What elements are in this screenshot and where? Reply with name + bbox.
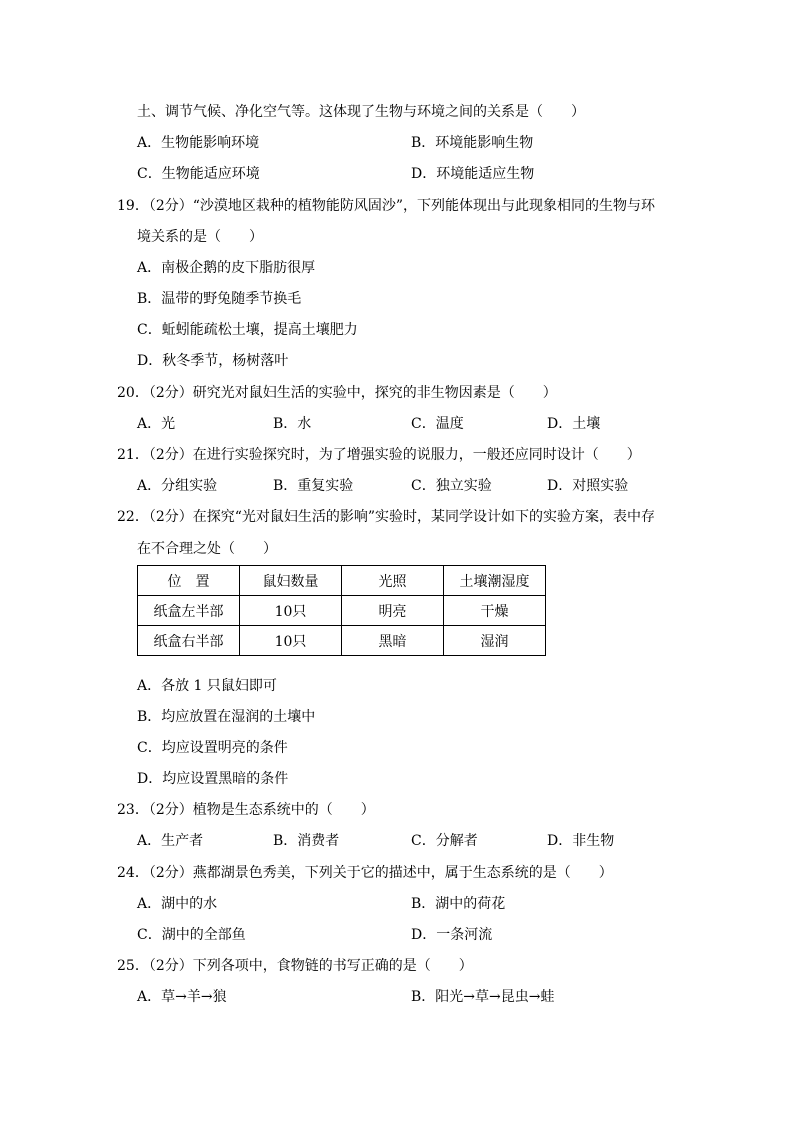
q23-option-c: C．分解者 [411, 833, 478, 849]
q20-option-c: C．温度 [411, 416, 464, 432]
table-header-cell: 位 置 [138, 566, 240, 596]
q18-option-d: D．环境能适应生物 [411, 166, 535, 182]
q22-option-b: B．均应放置在湿润的土壤中 [137, 709, 316, 725]
q25-stem: 25．（2分）下列各项中，食物链的书写正确的是（ ） [117, 958, 473, 974]
q24-option-d: D．一条河流 [411, 927, 493, 943]
q18-stem: 土、调节气候、净化空气等。这体现了生物与环境之间的关系是（ ） [137, 104, 585, 120]
q24-stem: 24．（2分）燕都湖景色秀美，下列关于它的描述中，属于生态系统的是（ ） [117, 865, 613, 881]
q24-option-a: A．湖中的水 [137, 896, 218, 912]
q18-option-c: C．生物能适应环境 [137, 166, 260, 182]
q19-option-c: C．蚯蚓能疏松土壤，提高土壤肥力 [137, 322, 358, 338]
q19-stem-line2: 境关系的是（ ） [137, 229, 263, 245]
table-row [138, 626, 546, 656]
table-cell: 干燥 [444, 596, 546, 626]
q20-stem: 20．（2分）研究光对鼠妇生活的实验中，探究的非生物因素是（ ） [117, 385, 557, 401]
table-cell: 纸盒左半部 [138, 596, 240, 626]
q18-option-b: B．环境能影响生物 [411, 135, 534, 151]
q19-option-d: D．秋冬季节，杨树落叶 [137, 353, 289, 369]
q23-option-d: D．非生物 [547, 833, 615, 849]
q18-option-a: A．生物能影响环境 [137, 135, 260, 151]
q25-option-b: B．阳光→草→昆虫→蛙 [411, 989, 555, 1005]
q19-option-b: B．温带的野兔随季节换毛 [137, 291, 302, 307]
table-cell: 明亮 [342, 596, 444, 626]
table-cell: 10只 [240, 626, 342, 656]
q19-option-a: A．南极企鹅的皮下脂肪很厚 [137, 260, 316, 276]
table-cell: 湿润 [444, 626, 546, 656]
q23-stem: 23．（2分）植物是生态系统中的（ ） [117, 802, 375, 818]
q25-option-a: A．草→羊→狼 [137, 989, 227, 1005]
q20-option-a: A．光 [137, 416, 176, 432]
table-cell: 10只 [240, 596, 342, 626]
table-row [138, 596, 546, 626]
table-cell: 黑暗 [342, 626, 444, 656]
table-header-cell: 光照 [342, 566, 444, 596]
q21-option-c: C．独立实验 [411, 478, 492, 494]
q21-option-b: B．重复实验 [273, 478, 354, 494]
q22-option-d: D．均应设置黑暗的条件 [137, 771, 289, 787]
table-header-row [138, 566, 546, 596]
q22-stem-line2: 在不合理之处（ ） [137, 541, 277, 557]
q19-stem-line1: 19．（2分）“沙漠地区栽种的植物能防风固沙”，下列能体现出与此现象相同的生物与环 [117, 198, 656, 214]
table-header-cell: 鼠妇数量 [240, 566, 342, 596]
q23-option-b: B．消费者 [273, 833, 340, 849]
q20-option-b: B．水 [273, 416, 312, 432]
q24-option-c: C．湖中的全部鱼 [137, 927, 246, 943]
q23-option-a: A．生产者 [137, 833, 204, 849]
table-header-cell: 土壤潮湿度 [444, 566, 546, 596]
table-cell: 纸盒右半部 [138, 626, 240, 656]
q22-stem-line1: 22．（2分）在探究“光对鼠妇生活的影响”实验时，某同学设计如下的实验方案，表中存 [117, 509, 656, 525]
q21-option-a: A．分组实验 [137, 478, 218, 494]
experiment-table [137, 565, 546, 656]
q22-option-a: A．各放 1 只鼠妇即可 [137, 678, 277, 694]
q21-stem: 21．（2分）在进行实验探究时，为了增强实验的说服力，一般还应同时设计（ ） [117, 447, 641, 463]
q24-option-b: B．湖中的荷花 [411, 896, 506, 912]
q20-option-d: D．土壤 [547, 416, 601, 432]
q21-option-d: D．对照实验 [547, 478, 629, 494]
q22-option-c: C．均应设置明亮的条件 [137, 740, 288, 756]
